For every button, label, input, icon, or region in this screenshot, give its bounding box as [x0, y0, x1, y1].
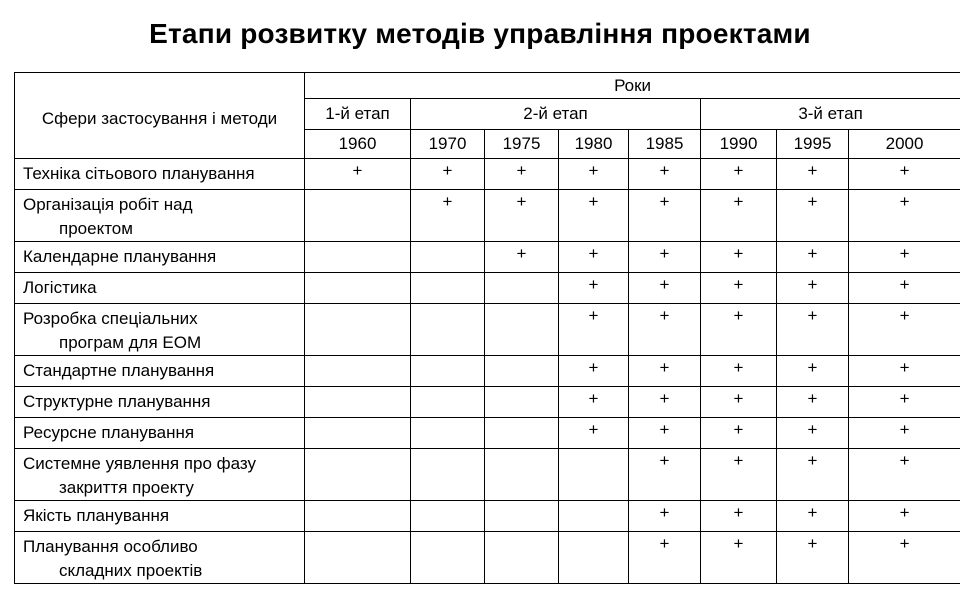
method-name-line-2: проектом — [59, 219, 133, 238]
method-name — [15, 418, 305, 449]
year-mark — [485, 387, 559, 418]
year-mark: + — [849, 532, 960, 584]
method-name-line-1: Розробка спеціальних — [23, 309, 198, 328]
year-mark: + — [849, 356, 960, 387]
year-mark: + — [629, 387, 701, 418]
year-mark — [305, 273, 411, 304]
year-mark: + — [629, 356, 701, 387]
year-header: 1960 — [305, 130, 411, 159]
method-name-line-2: закриття проекту — [59, 478, 194, 497]
year-mark: + — [485, 190, 559, 242]
year-mark: + — [629, 190, 701, 242]
year-mark — [411, 449, 485, 501]
year-mark — [485, 356, 559, 387]
year-mark: + — [559, 418, 629, 449]
year-mark — [411, 304, 485, 356]
method-name — [15, 532, 305, 584]
year-mark: + — [701, 501, 777, 532]
year-mark: + — [777, 242, 849, 273]
year-mark — [305, 387, 411, 418]
year-mark — [305, 501, 411, 532]
year-mark — [485, 532, 559, 584]
table-row — [15, 304, 960, 356]
methods-table — [14, 72, 960, 584]
page-title: Етапи розвитку методів управління проектами — [149, 18, 811, 49]
table-row — [15, 387, 960, 418]
year-mark — [305, 356, 411, 387]
year-mark: + — [701, 190, 777, 242]
year-mark: + — [849, 304, 960, 356]
year-mark — [559, 501, 629, 532]
method-name — [15, 273, 305, 304]
year-mark: + — [701, 449, 777, 501]
year-mark: + — [701, 304, 777, 356]
year-mark: + — [777, 159, 849, 190]
year-mark: + — [701, 387, 777, 418]
table-row — [15, 532, 960, 584]
stage-header-3: 3-й етап — [701, 99, 960, 130]
year-mark — [305, 418, 411, 449]
method-name — [15, 449, 305, 501]
year-header: 1975 — [485, 130, 559, 159]
year-mark: + — [777, 304, 849, 356]
year-mark: + — [411, 159, 485, 190]
year-mark: + — [411, 190, 485, 242]
year-mark: + — [629, 449, 701, 501]
year-mark — [305, 190, 411, 242]
year-mark: + — [777, 190, 849, 242]
stage-header-1: 1-й етап — [305, 99, 411, 130]
year-mark — [411, 242, 485, 273]
method-name — [15, 242, 305, 273]
method-name-line-1: Планування особливо — [23, 537, 198, 556]
year-mark — [411, 501, 485, 532]
year-mark: + — [559, 242, 629, 273]
method-name-line-1: Календарне планування — [23, 247, 217, 266]
year-mark: + — [701, 242, 777, 273]
year-mark — [305, 242, 411, 273]
year-header: 1985 — [629, 130, 701, 159]
year-mark: + — [701, 418, 777, 449]
year-mark — [305, 304, 411, 356]
method-header: Сфери застосування і методи — [15, 73, 305, 159]
method-name-line-2: складних проектів — [59, 561, 203, 580]
year-mark: + — [777, 387, 849, 418]
year-mark: + — [849, 273, 960, 304]
year-header: 1970 — [411, 130, 485, 159]
method-name — [15, 387, 305, 418]
year-mark — [485, 449, 559, 501]
year-mark — [411, 532, 485, 584]
year-mark: + — [849, 242, 960, 273]
year-mark: + — [777, 273, 849, 304]
year-mark — [411, 356, 485, 387]
table-row — [15, 356, 960, 387]
year-mark — [305, 532, 411, 584]
year-mark: + — [629, 273, 701, 304]
year-mark — [485, 501, 559, 532]
year-mark — [559, 532, 629, 584]
method-name — [15, 501, 305, 532]
year-mark — [305, 449, 411, 501]
year-mark: + — [485, 159, 559, 190]
year-header: 1995 — [777, 130, 849, 159]
table-row — [15, 273, 960, 304]
method-name-line-1: Ресурсне планування — [23, 423, 195, 442]
year-mark: + — [629, 501, 701, 532]
year-mark: + — [849, 387, 960, 418]
table-row — [15, 190, 960, 242]
year-mark: + — [777, 449, 849, 501]
year-mark: + — [849, 449, 960, 501]
table-row — [15, 242, 960, 273]
year-header: 2000 — [849, 130, 960, 159]
year-mark: + — [849, 190, 960, 242]
year-mark: + — [701, 532, 777, 584]
method-name-line-1: Техніка сітьового планування — [23, 164, 255, 183]
method-name-line-2: програм для ЕОМ — [59, 333, 202, 352]
table-row — [15, 418, 960, 449]
year-mark: + — [777, 501, 849, 532]
method-name-line-1: Логістика — [23, 278, 97, 297]
year-mark: + — [777, 418, 849, 449]
method-name — [15, 304, 305, 356]
year-mark: + — [777, 532, 849, 584]
year-mark: + — [777, 356, 849, 387]
year-header: 1980 — [559, 130, 629, 159]
year-mark: + — [559, 190, 629, 242]
method-name — [15, 190, 305, 242]
year-mark: + — [629, 304, 701, 356]
stage-header-2: 2-й етап — [411, 99, 701, 130]
year-mark: + — [849, 501, 960, 532]
year-mark: + — [559, 356, 629, 387]
year-mark: + — [485, 242, 559, 273]
year-mark: + — [559, 159, 629, 190]
method-name — [15, 159, 305, 190]
year-mark — [411, 273, 485, 304]
table-row — [15, 501, 960, 532]
method-name-line-1: Системне уявлення про фазу — [23, 454, 257, 473]
year-mark — [485, 304, 559, 356]
method-name-line-1: Організація робіт над — [23, 195, 193, 214]
year-mark: + — [701, 273, 777, 304]
table-row — [15, 159, 960, 190]
table-row — [15, 449, 960, 501]
year-mark: + — [559, 273, 629, 304]
year-mark — [485, 418, 559, 449]
method-name-line-1: Структурне планування — [23, 392, 211, 411]
year-mark: + — [559, 304, 629, 356]
year-mark: + — [849, 159, 960, 190]
method-name-line-1: Якість планування — [23, 506, 170, 525]
year-mark: + — [629, 418, 701, 449]
year-mark: + — [629, 532, 701, 584]
year-mark: + — [629, 242, 701, 273]
year-mark: + — [701, 356, 777, 387]
year-mark: + — [701, 159, 777, 190]
year-mark: + — [849, 418, 960, 449]
year-mark — [411, 387, 485, 418]
year-mark: + — [559, 387, 629, 418]
method-name — [15, 356, 305, 387]
year-mark — [559, 449, 629, 501]
method-name-line-1: Стандартне планування — [23, 361, 215, 380]
year-mark — [411, 418, 485, 449]
year-mark — [485, 273, 559, 304]
year-header: 1990 — [701, 130, 777, 159]
year-mark: + — [305, 159, 411, 190]
years-header: Роки — [305, 73, 960, 99]
year-mark: + — [629, 159, 701, 190]
